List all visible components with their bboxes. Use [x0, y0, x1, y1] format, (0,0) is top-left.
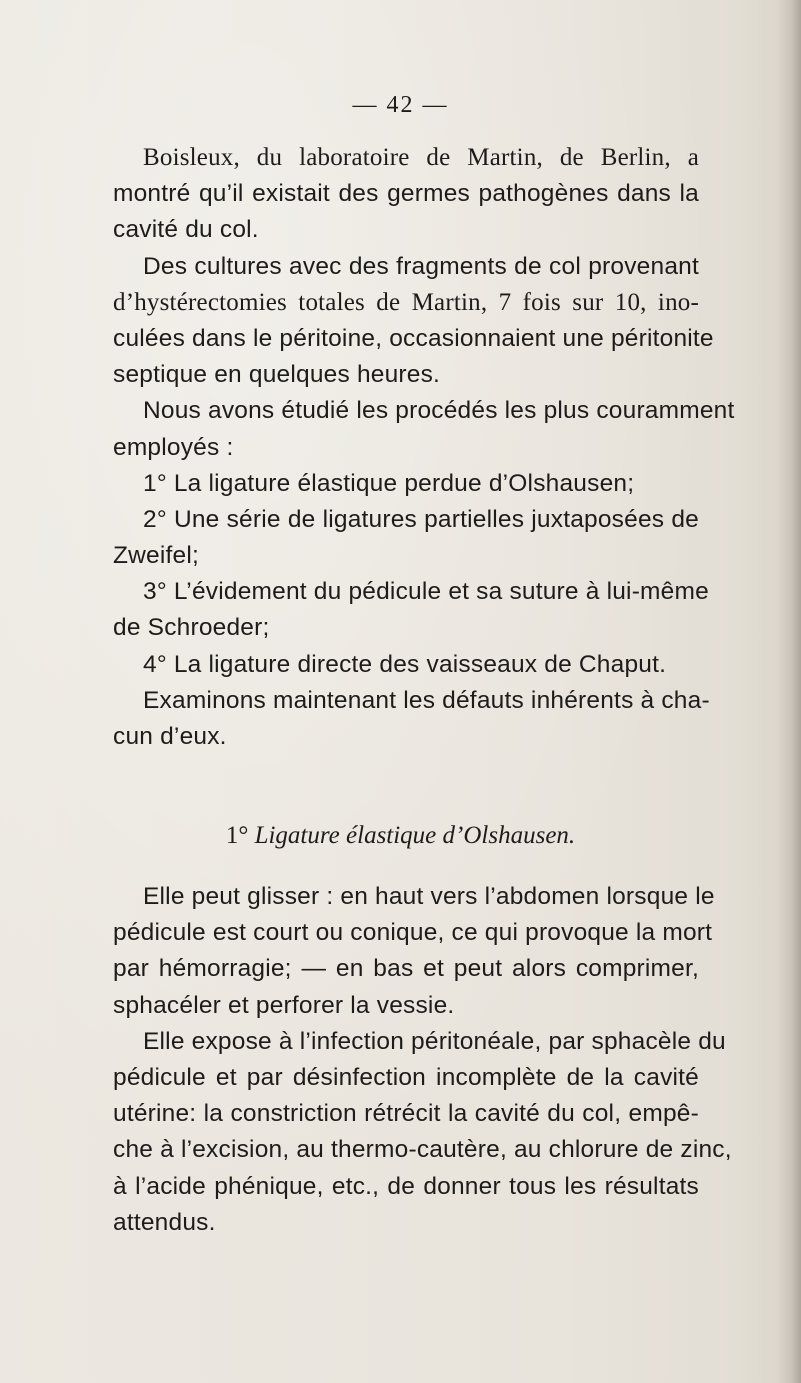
text-line: cun d’eux. — [113, 723, 227, 750]
section-heading — [0, 816, 801, 856]
text-line: che à l’excision, au thermo-cautère, au chlorure de zinc, — [113, 1136, 732, 1164]
text-line: d’hystérectomies totales de Martin, 7 fois sur 10, ino- — [113, 288, 699, 316]
paragraph — [113, 140, 699, 249]
page-number: — 42 — — [352, 92, 449, 118]
paragraph — [113, 683, 710, 755]
body-text-top — [113, 140, 735, 755]
section-title: Ligature élastique d’Olshausen. — [254, 822, 576, 849]
text-line: pédicule et par désinfection incomplète de la cavité — [113, 1063, 699, 1091]
section-number: 1° — [225, 822, 249, 849]
paragraph — [113, 393, 735, 465]
text-line: par hémorragie; — en bas et peut alors comprimer, — [113, 955, 699, 983]
text-line: Des cultures avec des fragments de col provenant — [143, 252, 699, 280]
paragraph — [113, 1024, 732, 1241]
text-line: septique en quelques heures. — [113, 361, 441, 389]
text-line: à l’acide phénique, etc., de donner tous les résultats — [113, 1172, 699, 1200]
text-line: 4° La ligature directe des vaisseaux de Chaput. — [143, 650, 667, 678]
paragraph — [113, 879, 715, 1024]
paragraph — [113, 466, 699, 502]
paragraph — [113, 249, 714, 394]
text-line: cavité du col. — [113, 216, 259, 244]
text-line: 1° La ligature élastique perdue d’Olshausen; — [143, 469, 635, 497]
text-line: Elle peut glisser : en haut vers l’abdomen lorsque le — [143, 883, 715, 910]
text-line: de Schroeder; — [113, 614, 270, 642]
text-line: Examinons maintenant les défauts inhérents à cha- — [143, 686, 710, 714]
text-line: culées dans le péritoine, occasionnaient une péritonite — [113, 324, 714, 352]
text-line: Boisleux, du laboratoire de Martin, de Berlin, a — [143, 144, 699, 171]
paragraph — [113, 574, 709, 646]
text-line: 2° Une série de ligatures partielles juxtaposées de — [143, 505, 699, 533]
body-text-bottom — [113, 879, 732, 1241]
text-line: Zweifel; — [113, 542, 200, 570]
text-line: Elle expose à l’infection péritonéale, par sphacèle du — [143, 1027, 726, 1055]
paragraph — [113, 647, 699, 683]
text-line: utérine: la constriction rétrécit la cavité du col, empê- — [113, 1100, 699, 1128]
text-line: Nous avons étudié les procédés les plus couramment — [143, 397, 735, 425]
text-line: employés : — [113, 433, 234, 461]
text-line: 3° L’évidement du pédicule et sa suture à lui-même — [143, 578, 709, 606]
text-line: sphacéler et perforer la vessie. — [113, 991, 455, 1019]
page-edge-shadow — [777, 0, 801, 1383]
text-line: pédicule est court ou conique, ce qui provoque la mort — [113, 919, 713, 947]
text-line: montré qu’il existait des germes pathogènes dans la — [113, 180, 699, 208]
paragraph — [113, 502, 699, 574]
text-line: attendus. — [113, 1208, 216, 1236]
